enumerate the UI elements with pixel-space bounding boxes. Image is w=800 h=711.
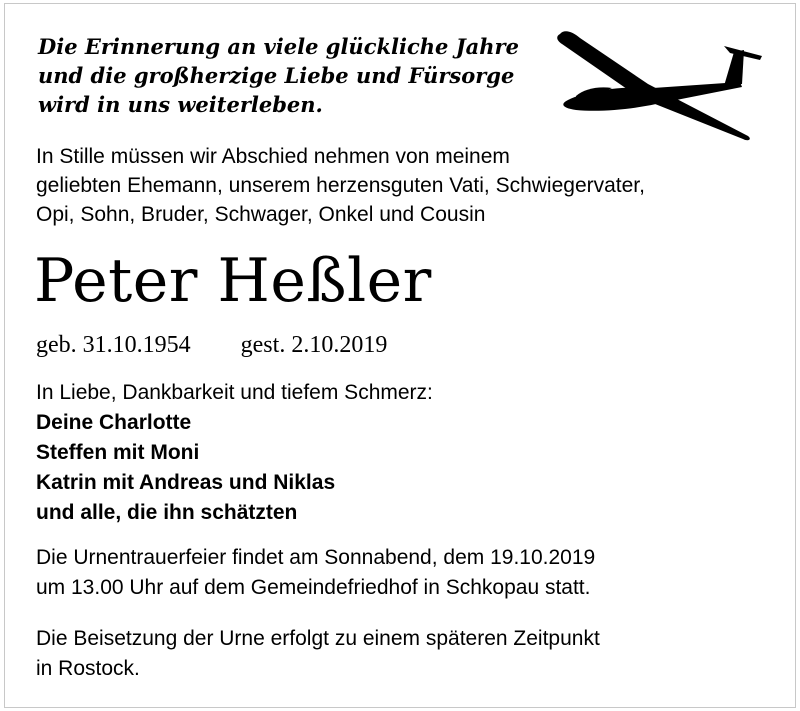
memorial-motto (38, 32, 558, 119)
ceremony-info (36, 543, 595, 603)
intro-line: geliebten Ehemann, unserem herzensguten Vati, Schwiegervater, (36, 174, 645, 197)
birth-date: geb. 31.10.1954 (36, 332, 191, 358)
mourners-lead: In Liebe, Dankbarkeit und tiefem Schmerz: (36, 381, 433, 404)
mourner-name: Katrin mit Andreas und Niklas (36, 471, 336, 494)
mourner-name: und alle, die ihn schätzten (36, 501, 298, 524)
life-dates (36, 330, 387, 360)
motto-line: und die großherzige Liebe und Fürsorge (38, 63, 515, 88)
motto-line: wird in uns weiterleben. (38, 92, 323, 117)
ceremony-line: um 13.00 Uhr auf dem Gemeindefriedhof in Schkopau statt. (36, 576, 591, 599)
mourners-block (36, 378, 433, 528)
burial-line: Die Beisetzung der Urne erfolgt zu einem späteren Zeitpunkt (36, 627, 600, 650)
burial-info (36, 624, 600, 684)
intro-line: Opi, Sohn, Bruder, Schwager, Onkel und Cousin (36, 203, 486, 226)
deceased-name: Peter Heßler (34, 246, 432, 316)
intro-line: In Stille müssen wir Abschied nehmen von meinem (36, 145, 510, 168)
mourner-name: Deine Charlotte (36, 411, 192, 434)
death-date: gest. 2.10.2019 (240, 332, 388, 358)
burial-line: in Rostock. (36, 657, 140, 680)
motto-line: Die Erinnerung an viele glückliche Jahre (38, 34, 519, 59)
ceremony-line: Die Urnentrauerfeier findet am Sonnabend, dem 19.10.2019 (36, 546, 596, 569)
intro-text (36, 142, 645, 229)
mourner-name: Steffen mit Moni (36, 441, 200, 464)
glider-icon (548, 26, 770, 144)
